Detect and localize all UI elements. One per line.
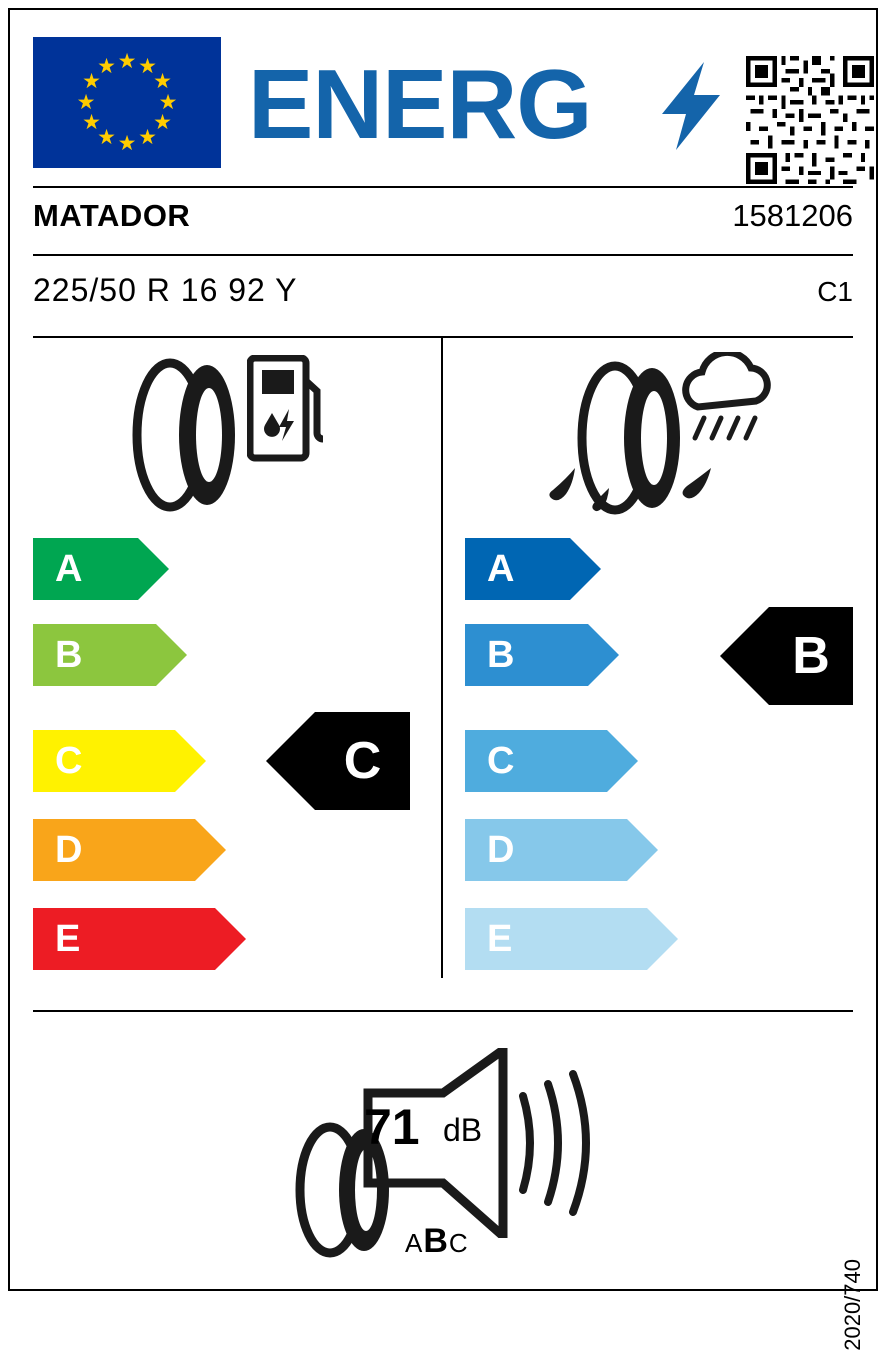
eu-star-icon: ★ xyxy=(158,90,178,114)
divider-size xyxy=(33,336,853,338)
fuel-grade-b-label: B xyxy=(55,633,83,676)
noise-class-row xyxy=(405,1222,469,1261)
wet-grade-d-label: D xyxy=(487,828,515,871)
eu-star-icon: ★ xyxy=(138,54,157,78)
fuel-grade-a xyxy=(33,538,138,600)
wet-grade-b-label: B xyxy=(487,633,515,676)
fuel-grade-e-label: E xyxy=(55,917,81,960)
fuel-grade-c-label: C xyxy=(55,739,83,782)
eu-star-icon: ★ xyxy=(117,49,137,73)
fuel-grade-e xyxy=(33,908,215,970)
divider-top xyxy=(33,186,853,188)
eu-star-icon: ★ xyxy=(97,126,116,149)
eu-star-icon: ★ xyxy=(153,70,172,93)
eu-star-icon: ★ xyxy=(82,70,101,93)
wet-grade-c-label: C xyxy=(487,739,515,782)
noise-value: 71 xyxy=(364,1099,420,1155)
tyre-class: C1 xyxy=(817,276,853,307)
fuel-grade-b xyxy=(33,624,156,686)
brand-name: MATADOR xyxy=(33,198,191,233)
lightning-bolt-icon xyxy=(658,62,724,150)
wet-grade-e xyxy=(465,908,647,970)
wet-rating-value: B xyxy=(792,627,830,685)
wet-grade-a-label: A xyxy=(487,547,515,590)
eu-star-icon: ★ xyxy=(153,111,172,134)
divider-noise xyxy=(33,1010,853,1012)
wet-grade-e-label: E xyxy=(487,917,513,960)
fuel-rating-value: C xyxy=(343,732,382,790)
divider-brand xyxy=(33,254,853,256)
fuel-grade-c xyxy=(33,730,175,792)
wet-grade-c xyxy=(465,730,607,792)
eu-star-icon: ★ xyxy=(82,111,101,134)
tyre-icon xyxy=(125,355,245,515)
eu-star-icon: ★ xyxy=(97,54,116,78)
fuel-pump-icon xyxy=(247,355,325,463)
eu-star-icon: ★ xyxy=(138,126,157,149)
fuel-grade-a-label: A xyxy=(55,547,83,590)
regulation-reference: 2020/740 xyxy=(840,1259,865,1351)
column-divider xyxy=(441,338,443,978)
tyre-size: 225/50 R 16 92 Y xyxy=(33,272,298,308)
wet-rating-badge xyxy=(769,607,853,705)
fuel-rating-badge xyxy=(315,712,410,810)
label-header xyxy=(33,32,853,172)
noise-class-a: A xyxy=(405,1228,424,1258)
eu-flag-icon xyxy=(33,37,221,168)
eu-star-icon: ★ xyxy=(117,131,137,155)
water-splash-icon xyxy=(535,440,735,515)
page-title: ENERG xyxy=(248,49,592,159)
fuel-grade-d-label: D xyxy=(55,828,83,871)
wet-grade-a xyxy=(465,538,570,600)
wet-grade-b xyxy=(465,624,588,686)
eu-star-icon: ★ xyxy=(76,90,96,114)
qr-code-icon xyxy=(746,56,874,184)
wet-grade-d xyxy=(465,819,627,881)
product-code: 1581206 xyxy=(732,198,853,233)
noise-class-c: C xyxy=(448,1228,469,1258)
noise-class-b: B xyxy=(423,1222,449,1260)
noise-unit: dB xyxy=(443,1112,483,1148)
fuel-grade-d xyxy=(33,819,195,881)
